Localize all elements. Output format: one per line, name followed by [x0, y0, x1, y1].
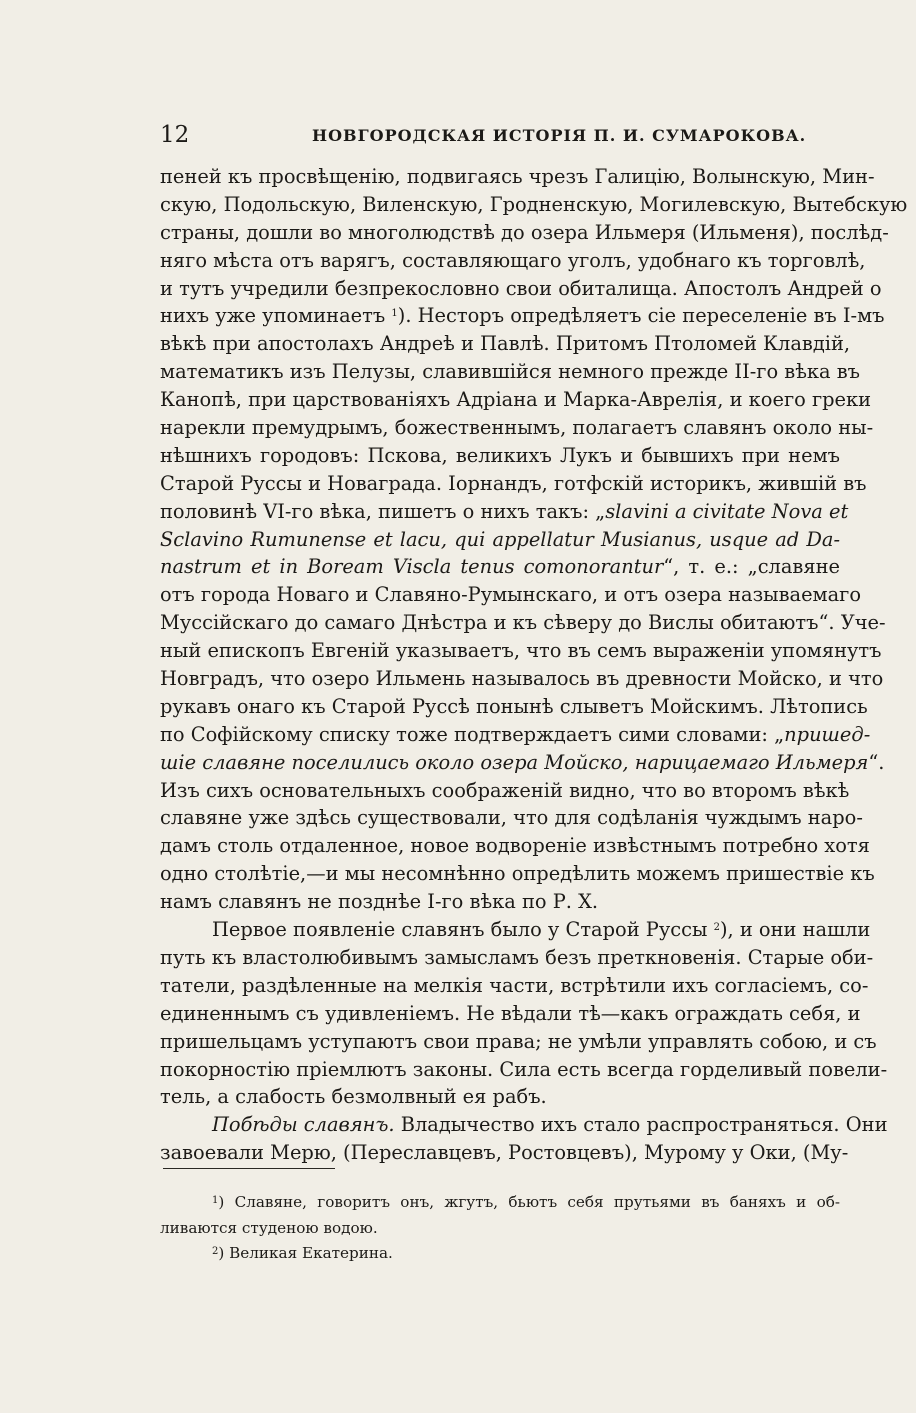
text-line: дамъ столь отдаленное, новое водвореніе извѣстнымъ потребно хотя [160, 834, 870, 858]
text-line [160, 526, 840, 554]
text-fragment: ), и они нашли [719, 918, 871, 942]
text-fragment: половинѣ VI-го вѣка, пишетъ о нихъ такъ: „ [160, 499, 606, 523]
footnote-mark: 1 [212, 1195, 219, 1206]
text-line [160, 721, 871, 749]
footnote-text: ) Славяне, говоритъ онъ, жгутъ, бьютъ себя прутьями въ баняхъ и об- [218, 1193, 840, 1211]
text-line: математикъ изъ Пелузы, славившійся немного прежде II-го вѣка въ [160, 360, 860, 384]
text-line: Старой Руссы и Новаграда. Іорнандъ, готфскій историкъ, жившій въ [160, 471, 867, 495]
text-line: скую, Подольскую, Виленскую, Гродненскую, Могилевскую, Вытебскую [160, 192, 908, 216]
text-fragment: ). Несторъ опредѣляетъ сіе переселеніе въ I-мъ [397, 304, 885, 328]
text-line: Новградъ, что озеро Ильмень называлось въ древности Мойско, и что [160, 667, 884, 691]
text-fragment: нихъ уже упоминаетъ [160, 304, 392, 328]
text-line: отъ города Новаго и Славяно-Румынскаго, и отъ озера называемаго [160, 583, 862, 607]
section-heading: Побѣды славянъ. [212, 1113, 395, 1137]
latin-quote: nastrum et in Boream Viscla tenus comonorantur [160, 555, 664, 579]
text-line: ный епископъ Евгеній указываетъ, что въ семъ выраженіи упомянутъ [160, 639, 882, 663]
footnote-mark: 2 [212, 1246, 219, 1257]
text-line: и тутъ учредили безпрекословно свои обиталища. Апостолъ Андрей о [160, 276, 882, 300]
text-line: одно столѣтіе,—и мы несомнѣнно опредѣлить можемъ пришествіе къ [160, 862, 875, 886]
body-text [160, 163, 908, 1167]
running-title: НОВГОРОДСКАЯ ИСТОРІЯ П. И. СУМАРОКОВА. [312, 126, 807, 145]
footnote-divider [163, 1168, 335, 1169]
text-line: путь къ властолюбивымъ замысламъ безъ преткновенія. Старые оби- [160, 945, 874, 969]
text-line: завоевали Мерю, (Переславцевъ, Ростовцевъ), Мурому у Оки, (Му- [160, 1141, 849, 1165]
text-line: пеней къ просвѣщенію, подвигаясь чрезъ Галицію, Волынскую, Мин- [160, 165, 875, 188]
text-line [160, 553, 840, 581]
text-fragment: по Софійскому списку тоже подтверждаетъ сими словами: „ [160, 722, 785, 746]
text-fragment: “, т. е.: „славяне [663, 555, 840, 579]
text-line: нарекли премудрымъ, божественнымъ, полагаетъ славянъ около ны- [160, 416, 874, 440]
latin-quote: slavini a civitate Nova et [605, 499, 849, 523]
footnote-line [160, 1241, 840, 1267]
text-line: славяне уже здѣсь существовали, что для содѣланія чуждымъ наро- [160, 806, 863, 830]
text-line: тель, а слабость безмолвный ея рабъ. [160, 1085, 547, 1109]
text-fragment: Первое появленіе славянъ было у Старой Руссы [212, 918, 714, 942]
text-line: намъ славянъ не позднѣе I-го вѣка по Р. Х. [160, 890, 599, 914]
text-line [160, 302, 885, 330]
footnote-ref: 2 [713, 922, 720, 934]
chronicle-quote: шіе славяне поселились около озера Мойско, нарицаемаго Ильмеря [160, 750, 869, 774]
page-header [160, 122, 840, 152]
footnote-ref: 1 [391, 308, 398, 320]
text-fragment: Владычество ихъ стало распространяться. Они [394, 1113, 888, 1137]
footnote-line: ливаются студеною водою. [160, 1218, 378, 1237]
text-line: единеннымъ съ удивленіемъ. Не вѣдали тѣ—какъ ограждать себя, и [160, 1001, 861, 1025]
text-line: татели, раздѣленные на мелкія части, встрѣтили ихъ согласіемъ, со- [160, 973, 869, 997]
chronicle-quote: пришед- [784, 722, 871, 746]
text-line [160, 1111, 888, 1139]
footnote-line [160, 1190, 840, 1216]
text-line: рукавъ онаго къ Старой Руссѣ понынѣ слыветъ Мойскимъ. Лѣтопись [160, 694, 868, 718]
text-line [160, 498, 849, 526]
text-line: Канопѣ, при царствованіяхъ Адріана и Марка-Аврелія, и коего греки [160, 388, 872, 412]
footnote-text: ) Великая Екатерина. [218, 1244, 393, 1262]
text-line [160, 749, 885, 777]
text-line: нѣшнихъ городовъ: Пскова, великихъ Лукъ и бывшихъ при немъ [160, 443, 840, 467]
text-fragment: “. [868, 750, 885, 774]
text-line: пришельцамъ уступаютъ свои права; не умѣли управлять собою, и съ [160, 1029, 877, 1053]
text-line: няго мѣста отъ варягъ, составляющаго уголъ, удобнаго къ торговлѣ, [160, 248, 866, 272]
page-number: 12 [160, 122, 190, 148]
text-line [160, 916, 871, 944]
text-line: Изъ сихъ основательныхъ соображеній видно, что во второмъ вѣкѣ [160, 778, 850, 802]
text-line: страны, дошли во многолюдствѣ до озера Ильмеря (Ильменя), послѣд- [160, 220, 889, 244]
text-line: Муссійскаго до самаго Днѣстра и къ сѣверу до Вислы обитаютъ“. Уче- [160, 611, 886, 635]
text-line: вѣкѣ при апостолахъ Андреѣ и Павлѣ. Притомъ Птоломей Клавдій, [160, 332, 851, 356]
latin-quote: Sclavino Rumunense et lacu, qui appellatur Musianus, usque ad Da- [160, 527, 840, 551]
footnotes [160, 1190, 840, 1267]
text-line: покорностію пріемлютъ законы. Сила есть всегда горделивый повели- [160, 1057, 888, 1081]
